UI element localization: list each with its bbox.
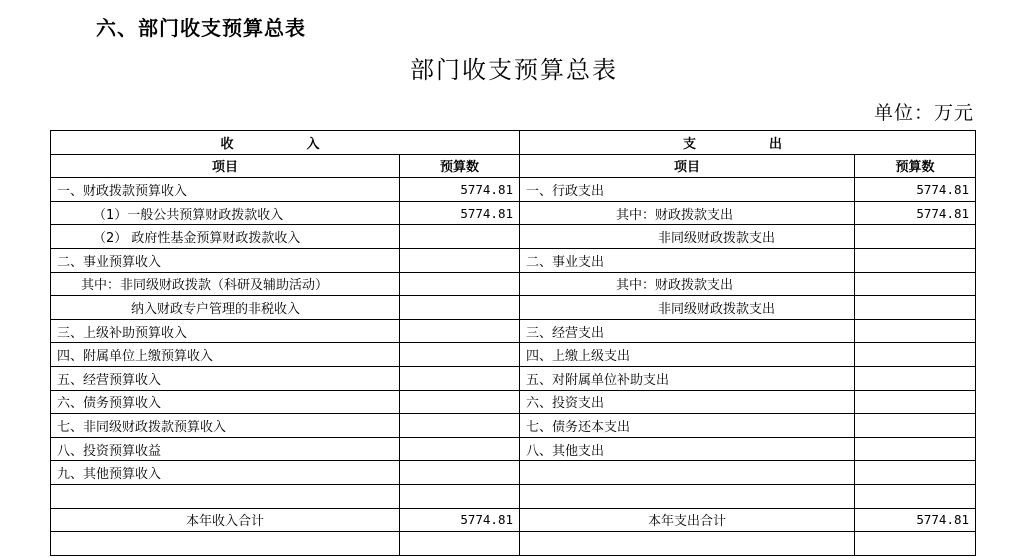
table-row (51, 272, 976, 296)
expense-item: 八、其他支出 (520, 437, 855, 461)
expense-section-header: 支 出 (520, 131, 976, 155)
empty-cell (520, 532, 855, 556)
expense-item: 三、经营支出 (520, 319, 855, 343)
empty-cell (855, 532, 976, 556)
income-amount (400, 343, 520, 367)
income-amount: 5774.81 (400, 201, 520, 225)
expense-item: 其中：财政拨款支出 (520, 201, 855, 225)
table-row (51, 414, 976, 438)
income-item: 二、事业预算收入 (51, 248, 400, 272)
table-row (51, 484, 976, 508)
income-item: 纳入财政专户管理的非税收入 (51, 296, 400, 320)
income-amount (400, 390, 520, 414)
expense-amount-header: 预算数 (855, 154, 976, 178)
expense-amount (855, 390, 976, 414)
income-amount-header: 预算数 (400, 154, 520, 178)
income-section-header: 收 入 (51, 131, 520, 155)
expense-amount (855, 296, 976, 320)
expense-item-header: 项目 (520, 154, 855, 178)
expense-item (520, 461, 855, 485)
expense-amount: 5774.81 (855, 178, 976, 202)
table-row (51, 296, 976, 320)
expense-item: 其中：财政拨款支出 (520, 272, 855, 296)
income-amount (400, 366, 520, 390)
expense-amount (855, 461, 976, 485)
income-item: 其中：非同级财政拨款（科研及辅助活动） (51, 272, 400, 296)
table-row (51, 390, 976, 414)
section-header-row (51, 131, 976, 155)
expense-amount: 5774.81 (855, 201, 976, 225)
income-item: 六、债务预算收入 (51, 390, 400, 414)
income-item: 七、非同级财政拨款预算收入 (51, 414, 400, 438)
expense-item: 五、对附属单位补助支出 (520, 366, 855, 390)
table-row (51, 201, 976, 225)
table-row (51, 437, 976, 461)
expense-item: 非同级财政拨款支出 (520, 225, 855, 249)
income-item: 三、上级补助预算收入 (51, 319, 400, 343)
expense-amount (855, 343, 976, 367)
expense-item: 二、事业支出 (520, 248, 855, 272)
section-heading: 六、部门收支预算总表 (96, 16, 306, 40)
income-total-amount: 5774.81 (400, 508, 520, 532)
table-row (51, 225, 976, 249)
income-item: 一、财政拨款预算收入 (51, 178, 400, 202)
table-row (51, 366, 976, 390)
income-item: （1）一般公共预算财政拨款收入 (51, 201, 400, 225)
income-amount (400, 319, 520, 343)
income-amount (400, 414, 520, 438)
income-amount (400, 248, 520, 272)
expense-amount (855, 272, 976, 296)
expense-item: 非同级财政拨款支出 (520, 296, 855, 320)
expense-amount (855, 225, 976, 249)
expense-item: 一、行政支出 (520, 178, 855, 202)
table-row (51, 178, 976, 202)
income-item: 八、投资预算收益 (51, 437, 400, 461)
expense-item: 七、债务还本支出 (520, 414, 855, 438)
income-amount (400, 461, 520, 485)
income-item: 五、经营预算收入 (51, 366, 400, 390)
table-title: 部门收支预算总表 (410, 56, 618, 84)
expense-amount (855, 319, 976, 343)
expense-total-label: 本年支出合计 (520, 508, 855, 532)
expense-amount (855, 366, 976, 390)
table-row (51, 319, 976, 343)
income-amount (400, 225, 520, 249)
income-item (51, 484, 400, 508)
expense-item: 四、上缴上级支出 (520, 343, 855, 367)
income-total-label: 本年收入合计 (51, 508, 400, 532)
income-item-header: 项目 (51, 154, 400, 178)
income-amount (400, 437, 520, 461)
budget-table (50, 130, 976, 556)
income-item: 四、附属单位上缴预算收入 (51, 343, 400, 367)
column-header-row (51, 154, 976, 178)
unit-label: 单位：万元 (873, 102, 974, 124)
empty-cell (51, 532, 400, 556)
expense-amount (855, 484, 976, 508)
expense-total-amount: 5774.81 (855, 508, 976, 532)
income-amount (400, 272, 520, 296)
income-amount (400, 484, 520, 508)
table-row (51, 343, 976, 367)
income-amount (400, 296, 520, 320)
table-row (51, 461, 976, 485)
expense-amount (855, 437, 976, 461)
table-row (51, 248, 976, 272)
total-row (51, 508, 976, 532)
table-row (51, 532, 976, 556)
income-amount: 5774.81 (400, 178, 520, 202)
empty-cell (400, 532, 520, 556)
expense-amount (855, 414, 976, 438)
income-item: （2） 政府性基金预算财政拨款收入 (51, 225, 400, 249)
income-item: 九、其他预算收入 (51, 461, 400, 485)
expense-amount (855, 248, 976, 272)
expense-item: 六、投资支出 (520, 390, 855, 414)
expense-item (520, 484, 855, 508)
